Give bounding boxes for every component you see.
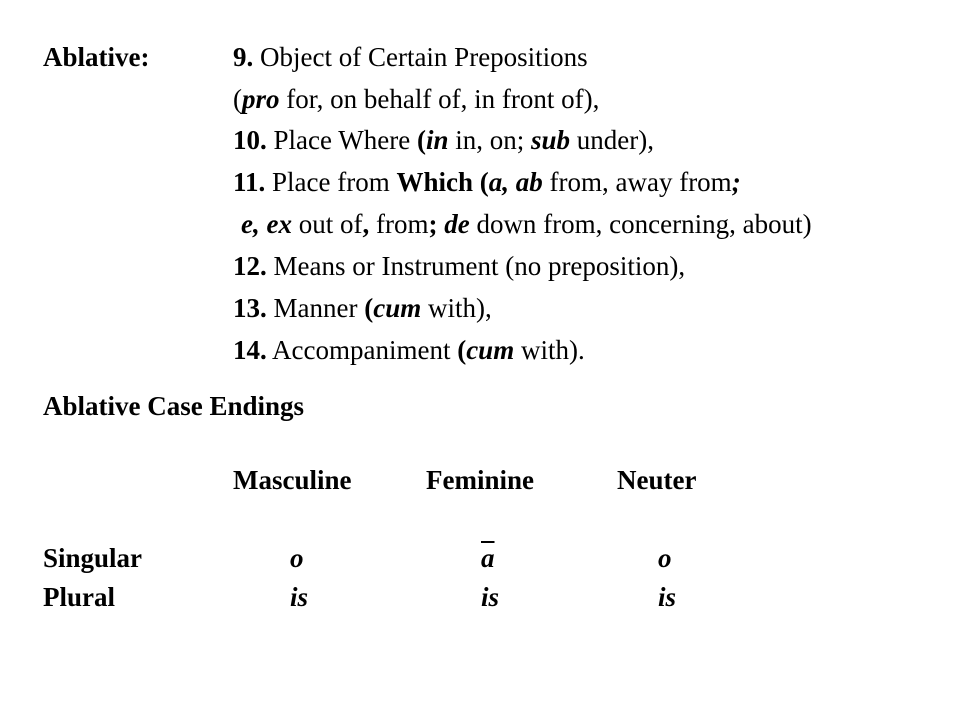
use-number: 14. [233, 335, 267, 365]
use-text: Accompaniment [266, 335, 458, 365]
ablative-heading: Ablative: [43, 42, 150, 72]
use-number: 9. [233, 42, 254, 72]
gloss: with), [421, 293, 492, 323]
use-13 [233, 292, 492, 324]
use-9-prepositions [233, 83, 599, 115]
col-header-masculine: Masculine [233, 465, 352, 495]
use-text: Object of Certain Prepositions [253, 42, 588, 72]
use-14-line [233, 334, 585, 366]
semicolon: ; [731, 167, 741, 197]
use-10 [233, 124, 654, 156]
use-text: Place Where [266, 125, 417, 155]
gloss: under), [570, 125, 654, 155]
use-number: 12. [233, 251, 267, 281]
which-word: Which [396, 167, 473, 197]
ending-singular-feminine: $\overline{a}$ [481, 543, 495, 573]
semicolon: ; [428, 209, 438, 239]
use-11 [233, 166, 741, 198]
paren: ( [416, 125, 426, 155]
use-9 [233, 41, 588, 73]
paren: ( [233, 84, 242, 114]
col-header-neuter: Neuter [617, 465, 697, 495]
gloss: with). [514, 335, 585, 365]
gloss: from [369, 209, 429, 239]
paren: ( [364, 293, 374, 323]
latin-term: cum [466, 335, 515, 365]
use-text: Place from [265, 167, 397, 197]
col-header-feminine: Feminine [426, 465, 534, 495]
ending-singular-masculine: o [290, 543, 304, 573]
use-12 [233, 250, 685, 282]
endings-title: Ablative Case Endings [43, 391, 305, 421]
latin-term: sub [530, 125, 571, 155]
ending-singular-neuter: o [658, 543, 672, 573]
paren: ( [473, 167, 489, 197]
row-label-singular: Singular [43, 543, 143, 573]
use-11-prepositions [241, 208, 812, 240]
use-number: 10. [233, 125, 267, 155]
use-number: 13. [233, 293, 267, 323]
use-number: 11. [233, 167, 266, 197]
gloss: out of [291, 209, 363, 239]
gloss: from, away from [542, 167, 732, 197]
latin-term: e, ex [241, 209, 292, 239]
row-label-plural: Plural [43, 582, 115, 612]
latin-term: de [444, 209, 470, 239]
gloss: in, on; [448, 125, 531, 155]
paren: ( [457, 335, 467, 365]
latin-term: cum [373, 293, 422, 323]
use-text: Means or Instrument (no preposition), [266, 251, 686, 281]
latin-term: in [425, 125, 449, 155]
ending-plural-neuter: is [658, 582, 677, 612]
latin-term: pro [242, 84, 280, 114]
comma: , [362, 209, 370, 239]
gloss: down from, concerning, about) [469, 209, 812, 239]
use-text: Manner [266, 293, 365, 323]
gloss: for, on behalf of, in front of), [279, 84, 600, 114]
latin-term: a, ab [488, 167, 543, 197]
ending-plural-masculine: is [290, 582, 309, 612]
ending-plural-feminine: is [481, 582, 500, 612]
